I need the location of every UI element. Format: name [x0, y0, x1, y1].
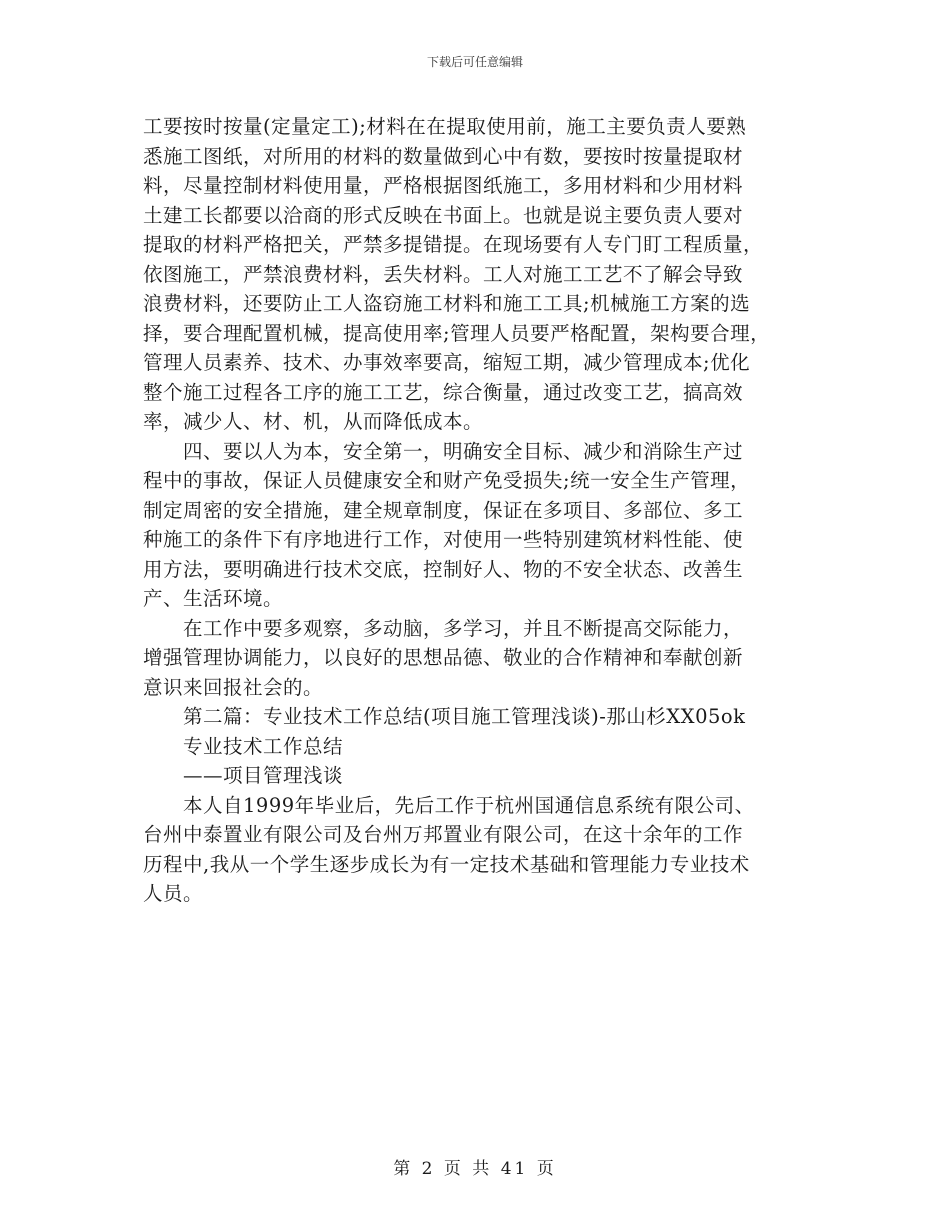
text-line: 台州中泰置业有限公司及台州万邦置业有限公司，在这十余年的工作 — [143, 823, 744, 846]
text-line: 依图施工，严禁浪费材料，丢失材料。工人对施工工艺不了解会导致 — [143, 262, 744, 286]
text-line: 率，减少人、材、机，从而降低成本。 — [143, 410, 484, 433]
text-line: 意识来回报社会的。 — [143, 675, 324, 699]
text-line: 整个施工过程各工序的施工工艺，综合衡量，通过改变工艺，搞高效 — [143, 380, 744, 404]
text-line: 在工作中要多观察，多动脑，多学习，并且不断提高交际能力， — [143, 616, 744, 640]
text-line: 程中的事故，保证人员健康安全和财产免受损失;统一安全生产管理， — [143, 469, 751, 492]
page-number: 第 2 页 共 41 页 — [393, 1159, 557, 1179]
text-line: 人员。 — [143, 882, 204, 905]
text-line: 制定周密的安全措施，建全规章制度，保证在多项目、多部位、多工 — [143, 498, 744, 522]
section-subtitle: 专业技术工作总结 — [143, 734, 344, 758]
document-body — [143, 112, 815, 909]
text-line: 用方法，要明确进行技术交底，控制好人、物的不安全状态、改善生 — [143, 557, 744, 581]
text-line: 择，要合理配置机械，提高使用率;管理人员要严格配置，架构要合理， — [143, 321, 771, 345]
text-line: 增强管理协调能力，以良好的思想品德、敬业的合作精神和奉献创新 — [143, 646, 744, 669]
text-line: 种施工的条件下有序地进行工作，对使用一些特别建筑材料性能、使 — [143, 528, 744, 551]
text-line: 料，尽量控制材料使用量，严格根据图纸施工，多用材料和少用材料 — [143, 174, 744, 197]
section-subtitle: ——项目管理浅谈 — [143, 764, 344, 787]
text-line: 四、要以人为本，安全第一，明确安全目标、减少和消除生产过 — [143, 439, 744, 463]
text-line: 工要按时按量(定量定工);材料在在提取使用前，施工主要负责人要熟 — [143, 115, 747, 138]
text-line: 管理人员素养、技术、办事效率要高，缩短工期，减少管理成本;优化 — [143, 351, 751, 374]
section-heading: 第二篇：专业技术工作总结(项目施工管理浅谈)-那山杉XX05ok — [143, 705, 746, 728]
page-header: 下载后可任意编辑 — [426, 55, 523, 69]
text-line: 历程中,我从一个学生逐步成长为有一定技术基础和管理能力专业技术 — [143, 852, 750, 876]
text-line: 浪费材料，还要防止工人盗窃施工材料和施工工具;机械施工方案的选 — [143, 292, 751, 315]
text-line: 提取的材料严格把关，严禁多提错提。在现场要有人专门盯工程质量， — [143, 233, 764, 256]
text-line: 悉施工图纸，对所用的材料的数量做到心中有数，要按时按量提取材 — [143, 144, 744, 168]
text-line: 产、生活环境。 — [143, 587, 284, 610]
text-line: 本人自1999年毕业后，先后工作于杭州国通信息系统有限公司、 — [143, 793, 755, 817]
text-line: 土建工长都要以洽商的形式反映在书面上。也就是说主要负责人要对 — [143, 203, 744, 227]
